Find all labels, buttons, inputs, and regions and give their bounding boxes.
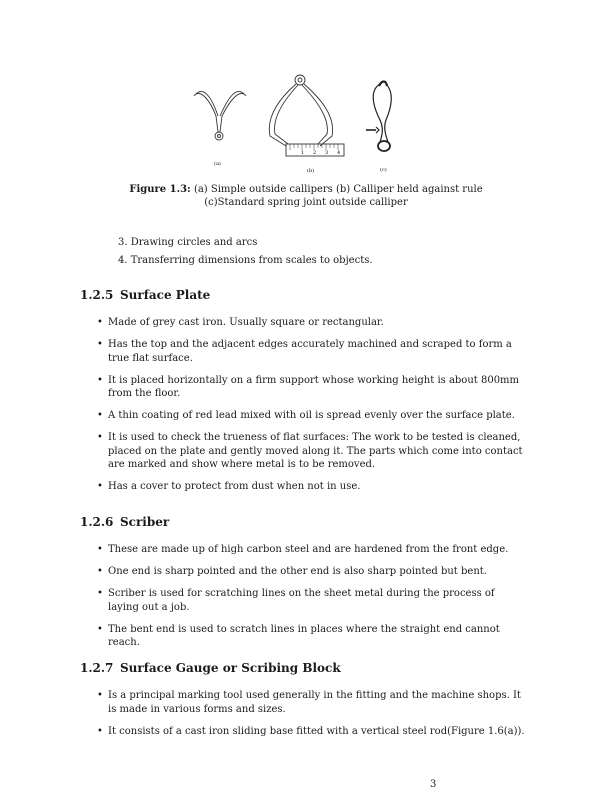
list-item: • The bent end is used to scratch lines in places where the straight end cannot reach. xyxy=(97,623,527,650)
rule-tick-1: 1 xyxy=(301,150,305,156)
caption-label: Figure 1.3: xyxy=(129,184,191,195)
section-heading-surface-plate xyxy=(80,288,210,302)
surface-gauge-bullets xyxy=(97,689,527,747)
list-item: • It consists of a cast iron sliding base fitted with a vertical steel rod(Figure 1.6(a)). xyxy=(97,725,527,739)
list-item: • Has a cover to protect from dust when not in use. xyxy=(97,480,527,494)
section-title: Scriber xyxy=(120,515,170,529)
label-c: (c) xyxy=(380,167,387,173)
list-item: • A thin coating of red lead mixed with oil is spread evenly over the surface plate. xyxy=(97,409,527,423)
list-item: • Has the top and the adjacent edges accurately machined and scraped to form a true flat surface. xyxy=(97,338,527,365)
surface-plate-bullets xyxy=(97,316,527,502)
list-item: 4. Transferring dimensions from scales to objects. xyxy=(118,254,373,266)
spring-calliper-drawing xyxy=(366,82,391,152)
list-item: 3. Drawing circles and arcs xyxy=(118,237,258,248)
section-title: Surface Plate xyxy=(120,288,211,302)
rule-tick-2: 2 xyxy=(313,150,317,156)
scriber-bullets xyxy=(97,543,527,658)
page-number: 3 xyxy=(430,779,437,790)
caption-text: (a) Simple outside callipers (b) Calliper held against rule (c)Standard spring joint outside calliper xyxy=(193,184,483,208)
label-b: (b) xyxy=(307,168,315,174)
rule-tick-3: 3 xyxy=(325,150,329,156)
section-heading-surface-gauge xyxy=(80,661,341,675)
numbered-list xyxy=(118,234,373,269)
list-item: • One end is sharp pointed and the other end is also sharp pointed but bent. xyxy=(97,565,527,579)
list-item: • Made of grey cast iron. Usually square or rectangular. xyxy=(97,316,527,330)
list-item: • These are made up of high carbon steel and are hardened from the front edge. xyxy=(97,543,527,557)
simple-calliper-drawing xyxy=(194,91,246,140)
section-number: 1.2.5 xyxy=(80,288,114,302)
list-item: • It is used to check the trueness of flat surfaces: The work to be tested is cleaned, placed on the plate and gently moved along it. The parts which come into contact are marked and show where metal is to be removed. xyxy=(97,431,527,472)
list-item: • Is a principal marking tool used generally in the fitting and the machine shops. It is made in various forms and sizes. xyxy=(97,689,527,716)
section-number: 1.2.7 xyxy=(80,661,114,675)
label-a: (a) xyxy=(214,161,221,167)
list-item: • It is placed horizontally on a firm support whose working height is about 800mm from the floor. xyxy=(97,374,527,401)
callipers-figure xyxy=(180,70,420,178)
list-item: • Scriber is used for scratching lines on the sheet metal during the process of laying out a job. xyxy=(97,587,527,614)
section-heading-scriber xyxy=(80,515,169,529)
section-title: Surface Gauge or Scribing Block xyxy=(120,661,341,675)
figure-caption xyxy=(100,183,512,209)
section-number: 1.2.6 xyxy=(80,515,114,529)
rule-tick-4: 4 xyxy=(337,150,341,156)
calliper-on-rule-drawing xyxy=(269,75,344,156)
